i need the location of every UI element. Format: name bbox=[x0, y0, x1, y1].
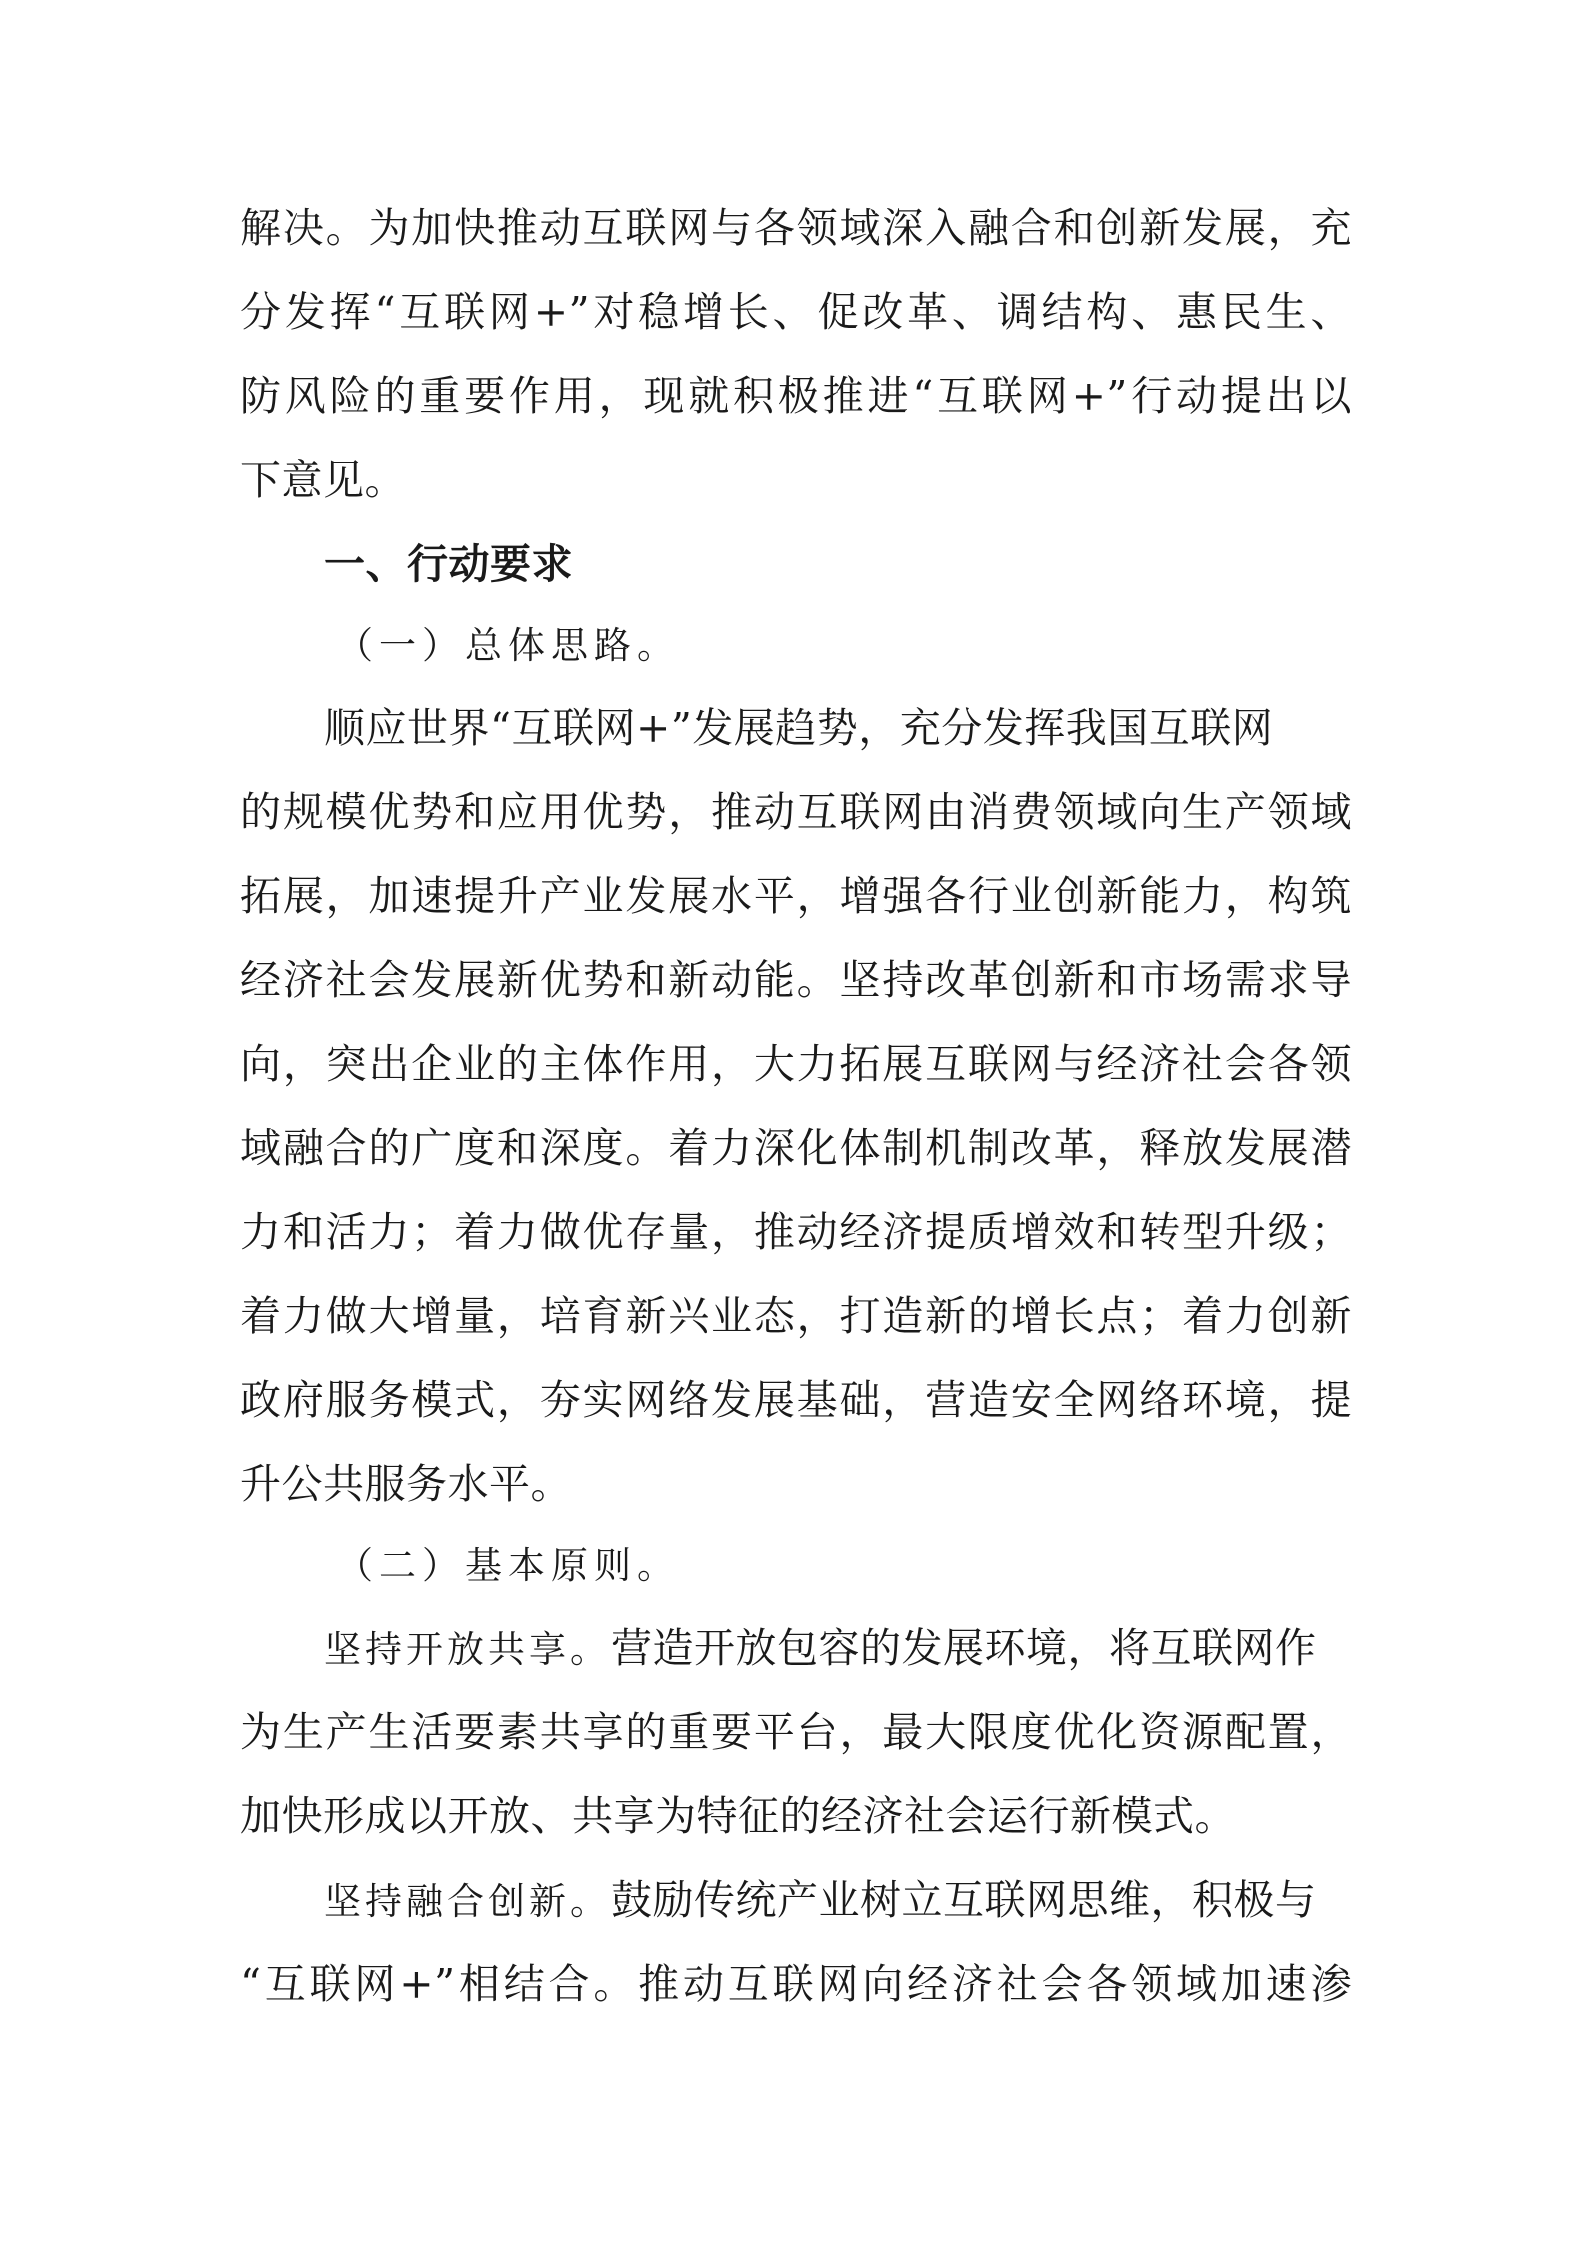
body-text-line: 拓展，加速提升产业发展水平，增强各行业创新能力，构筑 bbox=[240, 872, 1352, 920]
principle-lead: 坚持融合创新。 bbox=[324, 1880, 611, 1923]
body-text-line: 的规模优势和应用优势，推动互联网由消费领域向生产领域 bbox=[240, 788, 1352, 836]
body-text-line: “互联网+”相结合。推动互联网向经济社会各领域加速渗 bbox=[240, 1960, 1352, 2008]
principle-paragraph-first-line bbox=[240, 1858, 1352, 1942]
body-text-line: 力和活力；着力做优存量，推动经济提质增效和转型升级； bbox=[240, 1208, 1352, 1256]
body-text-line: 顺应世界“互联网+”发展趋势，充分发挥我国互联网 bbox=[324, 704, 1274, 752]
subsection-heading: （一）总体思路。 bbox=[336, 624, 680, 667]
principle-lead: 坚持开放共享。 bbox=[324, 1628, 611, 1671]
body-text-line: 防风险的重要作用，现就积极推进“互联网+”行动提出以 bbox=[240, 372, 1352, 420]
body-text-line: 分发挥“互联网+”对稳增长、促改革、调结构、惠民生、 bbox=[240, 288, 1352, 336]
body-text-line: 着力做大增量，培育新兴业态，打造新的增长点；着力创新 bbox=[240, 1292, 1352, 1340]
section-heading: 一、行动要求 bbox=[324, 540, 573, 588]
body-text-line: 解决。为加快推动互联网与各领域深入融合和创新发展，充 bbox=[240, 204, 1352, 252]
principle-text: 营造开放包容的发展环境，将互联网作 bbox=[611, 1624, 1317, 1672]
body-text-line: 政府服务模式，夯实网络发展基础，营造安全网络环境，提 bbox=[240, 1376, 1352, 1424]
principle-text: 鼓励传统产业树立互联网思维，积极与 bbox=[611, 1876, 1317, 1924]
subsection-heading: （二）基本原则。 bbox=[336, 1544, 680, 1587]
document-page bbox=[240, 186, 1352, 2026]
body-text-line: 为生产生活要素共享的重要平台，最大限度优化资源配置， bbox=[240, 1708, 1352, 1756]
principle-paragraph-first-line bbox=[240, 1606, 1352, 1690]
body-text-line: 下意见。 bbox=[240, 456, 406, 504]
body-text-line: 域融合的广度和深度。着力深化体制机制改革，释放发展潜 bbox=[240, 1124, 1352, 1172]
body-text-line: 经济社会发展新优势和新动能。坚持改革创新和市场需求导 bbox=[240, 956, 1352, 1004]
body-text-line: 升公共服务水平。 bbox=[240, 1460, 572, 1508]
body-text-line: 向，突出企业的主体作用，大力拓展互联网与经济社会各领 bbox=[240, 1040, 1352, 1088]
body-text-line: 加快形成以开放、共享为特征的经济社会运行新模式。 bbox=[240, 1792, 1236, 1840]
